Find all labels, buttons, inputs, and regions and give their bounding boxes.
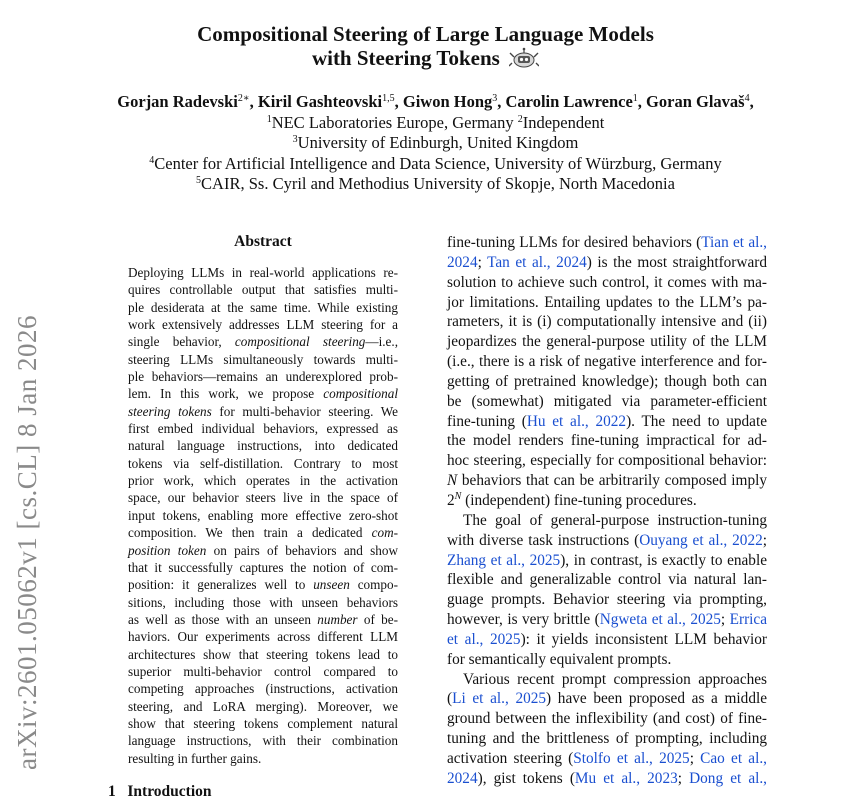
abstract-heading: Abstract (234, 233, 292, 250)
title-line-2-text: with Steering Tokens (311, 46, 500, 70)
abstract-line: prior work, which operates in the activation (128, 473, 398, 489)
abstract-text: of be- (357, 611, 399, 627)
body-line: for semantically equivalent prompts. (447, 650, 672, 668)
citation-link[interactable]: Li et al., 2025 (452, 690, 547, 708)
body-text: however, is very brittle ( (447, 611, 600, 629)
abstract-emphasis: unseen (313, 577, 350, 593)
math-base: 2 (447, 491, 455, 509)
abstract-line: competing approaches (instructions, activation (128, 681, 398, 697)
affiliation-line-1 (0, 113, 851, 133)
body-line (447, 471, 767, 491)
body-line: The goal of general-purpose instruction-tuning (463, 511, 767, 529)
author-3: Giwon Hong (402, 92, 493, 111)
body-line (447, 630, 767, 650)
aff-5-sup: 5 (196, 175, 202, 186)
abstract-emphasis: steering tokens (128, 403, 212, 419)
aff-1: NEC Laboratories Europe, Germany (271, 113, 518, 132)
author-4-sup: 1 (632, 93, 638, 104)
author-2: Kiril Gashteovski (257, 92, 383, 111)
citation-link[interactable]: Tan et al., 2024 (487, 253, 587, 271)
body-text: ), gist tokens ( (477, 769, 575, 787)
body-text: ), in contrast, is exactly to enable (560, 551, 767, 569)
body-line (447, 412, 767, 432)
abstract-line: that it successfully captures the notion of com- (128, 559, 398, 575)
author-list: Gorjan Radevski$^{2∗}$, Kiril Gashteovski$^{1,5}$, Giwon Hong$^3$, Carolin Lawrence$^1$, Goran Glavaš$^4$, (117, 92, 754, 111)
body-text: ) have been proposed as a middle (546, 690, 768, 708)
citation-link[interactable]: Stolfo et al., 2025 (573, 749, 690, 767)
abstract-line (128, 542, 398, 559)
abstract-line: work extensively addresses LLM steering for a (128, 317, 398, 333)
citation-link[interactable]: Dong et al., (689, 769, 768, 787)
robot-emoji-icon (509, 47, 539, 74)
body-line (447, 551, 767, 571)
body-line: jeopardizes the general-purpose utility of the LLM (447, 333, 767, 351)
body-text: (independent) fine-tuning procedures. (461, 491, 697, 509)
math-exponent: N (454, 490, 462, 502)
body-text: with diverse task instructions ( (447, 531, 640, 549)
aff-5: CAIR, Ss. Cyril and Methodius University of Skopje, North Macedonia (201, 174, 675, 193)
citation-link[interactable]: Tian et al., (701, 234, 768, 251)
body-line: hoc steering, especially for compositional behavior: (447, 452, 767, 470)
aff-3: University of Edinburgh, United Kingdom (297, 133, 579, 152)
abstract-line: haviors. Our experiments across different LLM (128, 629, 398, 645)
abstract-line: sitions, including those with unseen behaviors (128, 594, 398, 610)
abstract-line: steering LLMs simultaneously towards multi- (128, 351, 398, 367)
abstract-text: on pairs of behaviors and show (206, 542, 398, 558)
body-line: tuning and the brittleness of prompting, including (447, 730, 767, 748)
citation-link[interactable]: Errica (729, 611, 767, 629)
section-title: Introduction (127, 783, 212, 800)
citation-link[interactable]: Cao et al., (700, 749, 767, 767)
abstract-line: show that steering tokens complement natural (128, 715, 398, 731)
author-1-sup: 2∗ (237, 93, 250, 104)
citation-link[interactable]: Ouyang et al., 2022 (639, 531, 763, 549)
body-line (447, 233, 767, 253)
author-2-sup: 1,5 (382, 93, 395, 104)
abstract-text: lem. In this work, we propose (128, 386, 324, 402)
abstract-line: steering, and LoRA merging). Moreover, we (128, 698, 398, 714)
author-4: Carolin Lawrence (505, 92, 633, 111)
aff-2-sup: 2 (517, 114, 523, 125)
abstract-line (128, 576, 398, 593)
body-text: ; (720, 611, 730, 629)
author-5: Goran Glavaš (646, 92, 745, 111)
arxiv-stamp: arXiv:2601.05062v1 [cs.CL] 8 Jan 2026 (12, 315, 42, 770)
citation-link[interactable]: 2024 (447, 769, 478, 787)
abstract-text: —i.e., (365, 334, 398, 350)
title-line-2 (0, 46, 851, 74)
body-line: be (somewhat) mitigated via parameter-efficient (447, 392, 767, 410)
aff-3-sup: 3 (292, 134, 298, 145)
body-line: flexible and generalizable control via natural lan- (447, 571, 767, 589)
citation-link[interactable]: Mu et al., 2023 (574, 769, 678, 787)
author-3-sup: 3 (492, 93, 498, 104)
abstract-body (128, 264, 398, 767)
abstract-line: language instructions, with their combination (128, 733, 398, 749)
abstract-line: quires controllable output that satisfies multi- (128, 282, 398, 298)
citation-link[interactable]: et al., 2025 (447, 630, 521, 648)
abstract-text: compo- (349, 577, 398, 593)
body-text: ( (447, 690, 453, 708)
body-line: getting of pretrained knowledge); though both can (447, 372, 767, 390)
title-line-1: Compositional Steering of Large Language Models (197, 22, 654, 46)
affiliation-line-4 (0, 174, 851, 194)
aff-4-sup: 4 (149, 155, 155, 166)
math-variable: N (447, 472, 458, 490)
body-line (447, 253, 767, 273)
author-1: Gorjan Radevski (117, 92, 238, 111)
affiliation-line-3 (0, 154, 851, 174)
abstract-line: superior multi-behavior control compared to (128, 663, 398, 679)
body-line (447, 749, 767, 769)
body-line (447, 610, 767, 630)
body-text: fine-tuning ( (447, 412, 527, 430)
aff-1-sup: 1 (266, 114, 272, 125)
body-line (447, 689, 767, 709)
body-line: (i.e., there is a risk of negative interference and for- (447, 353, 767, 371)
body-text: ; (677, 769, 690, 787)
body-text: ; (762, 531, 767, 549)
abstract-line: first embed individual behaviors, expressed as (128, 421, 398, 437)
abstract-line: input tokens, enabling more effective zero-shot (128, 507, 398, 523)
abstract-line (128, 403, 398, 420)
abstract-text: composition. We then train a dedicated (128, 525, 372, 541)
body-text: ; (477, 253, 488, 271)
section-number: 1 (108, 783, 116, 800)
abstract-line: resulting in further gains. (128, 750, 262, 766)
abstract-line (128, 385, 398, 402)
citation-link[interactable]: Hu et al., 2022 (526, 412, 627, 430)
abstract-text: for multi-behavior steering. We (211, 403, 398, 419)
citation-link[interactable]: Zhang et al., 2025 (447, 551, 561, 569)
abstract-emphasis: compositional (323, 386, 398, 402)
abstract-emphasis: position token (128, 542, 207, 558)
body-text: ) is the most straightforward (586, 253, 767, 271)
abstract-line: ple behaviors—remains an underexplored prob- (128, 369, 398, 385)
body-line (447, 531, 767, 551)
body-text: fine-tuning LLMs for desired behaviors ( (447, 234, 702, 251)
aff-4: Center for Artificial Intelligence and Data Science, University of Würzburg, Germany (154, 154, 722, 173)
abstract-line (128, 611, 398, 628)
abstract-text: position: it generalizes well to (128, 577, 314, 593)
citation-link[interactable]: 2024 (447, 253, 478, 271)
body-text: ; (689, 749, 701, 767)
citation-link[interactable]: Ngweta et al., 2025 (599, 611, 721, 629)
aff-2: Independent (522, 113, 605, 132)
section-heading-introduction (108, 783, 212, 801)
body-line (447, 491, 767, 511)
abstract-emphasis: number (317, 611, 358, 627)
abstract-emphasis: com- (371, 525, 398, 541)
abstract-line (128, 524, 398, 541)
abstract-emphasis: compositional steering (234, 334, 366, 350)
body-line (447, 769, 767, 789)
abstract-line: space, our behavior steers live in the space of (128, 490, 398, 506)
abstract-text: single behavior, (128, 334, 235, 350)
paper-title (0, 22, 851, 74)
abstract-line (128, 333, 398, 350)
body-line: ground between the inflexibility (and cost) of fine- (447, 710, 767, 728)
body-line: solution to achieve such control, it comes with ma- (447, 273, 767, 291)
body-line: guage prompts. Behavior steering via prompting, (447, 591, 767, 609)
body-line: jor limitations. Entailing updates to the LLM’s pa- (447, 293, 767, 311)
body-line: the model renders fine-tuning impractical for ad- (447, 432, 767, 450)
body-text: ): it yields inconsistent LLM behavior (520, 630, 767, 648)
body-line: Various recent prompt compression approaches (463, 670, 767, 688)
body-text: behaviors that can be arbitrarily composed imply (457, 472, 767, 490)
right-column-body (447, 233, 767, 789)
abstract-line: tokens via self-distillation. Contrary to most (128, 455, 398, 471)
abstract-line: architectures show that steering tokens lead to (128, 646, 398, 662)
body-line: rameters, it is (i) computationally intensive and (ii) (447, 313, 767, 331)
abstract-text: as well as those with an unseen (128, 611, 318, 627)
abstract-line: ple desiderata at the same time. While existing (128, 299, 398, 315)
abstract-line: Deploying LLMs in real-world applications re- (128, 265, 398, 280)
body-text: ). The need to update (626, 412, 767, 430)
affiliation-line-2 (0, 133, 851, 153)
body-text: activation steering ( (447, 749, 574, 767)
author-5-sup: 4 (744, 93, 750, 104)
abstract-line: natural language instructions, into dedicated (128, 438, 398, 454)
